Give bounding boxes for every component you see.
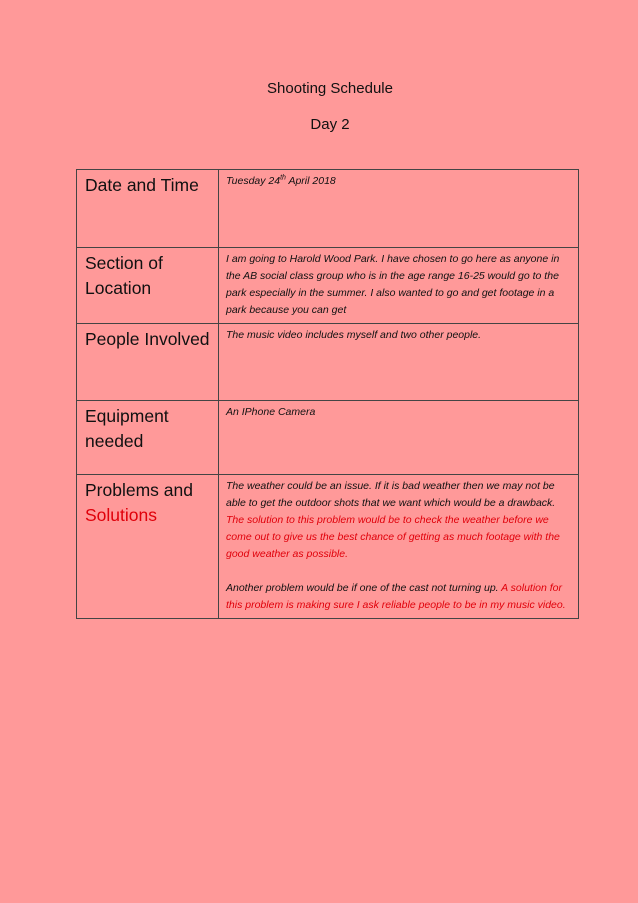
row-label-location: Section of Location <box>77 248 219 324</box>
date-month-year: April 2018 <box>285 175 336 187</box>
date-text: Tuesday 24 <box>226 175 281 187</box>
problem-solution-2 <box>226 580 572 614</box>
document-title: Shooting Schedule <box>267 80 393 97</box>
problem-solution-1 <box>226 478 572 563</box>
table-row <box>77 475 579 619</box>
row-value-date-time <box>219 170 579 248</box>
paragraph-spacer <box>226 563 572 580</box>
row-label-equipment: Equipment needed <box>77 401 219 475</box>
shooting-schedule-table <box>76 169 579 619</box>
row-value-people: The music video includes myself and two other people. <box>219 324 579 401</box>
table-row <box>77 248 579 324</box>
table-row <box>77 170 579 248</box>
solution-text: A solution for this problem is making sure I ask reliable people to be in my music video. <box>226 582 566 611</box>
row-label-people: People Involved <box>77 324 219 401</box>
table-row <box>77 401 579 475</box>
problems-label: Problems and <box>85 480 193 500</box>
problem-text: The weather could be an issue. If it is bad weather then we may not be able to get the outdoor shots that we want which would be a drawback. <box>226 480 556 509</box>
row-value-problems-solutions <box>219 475 579 619</box>
row-value-location: I am going to Harold Wood Park. I have chosen to go here as anyone in the AB social class group who is in the age range 16-25 would go to the park especially in the summer. I also wanted to go and get footage in a park because you can get <box>219 248 579 324</box>
row-label-date-time: Date and Time <box>77 170 219 248</box>
solution-text: The solution to this problem would be to check the weather before we come out to give us the best chance of getting as much footage with the good weather as possible. <box>226 514 560 560</box>
problem-text: Another problem would be if one of the cast not turning up. <box>226 582 499 594</box>
table-row <box>77 324 579 401</box>
row-value-equipment: An IPhone Camera <box>219 401 579 475</box>
document-subtitle: Day 2 <box>310 116 350 133</box>
solutions-label: Solutions <box>85 505 157 525</box>
row-label-problems-solutions <box>77 475 219 619</box>
date-ordinal-suffix: th <box>280 174 286 182</box>
